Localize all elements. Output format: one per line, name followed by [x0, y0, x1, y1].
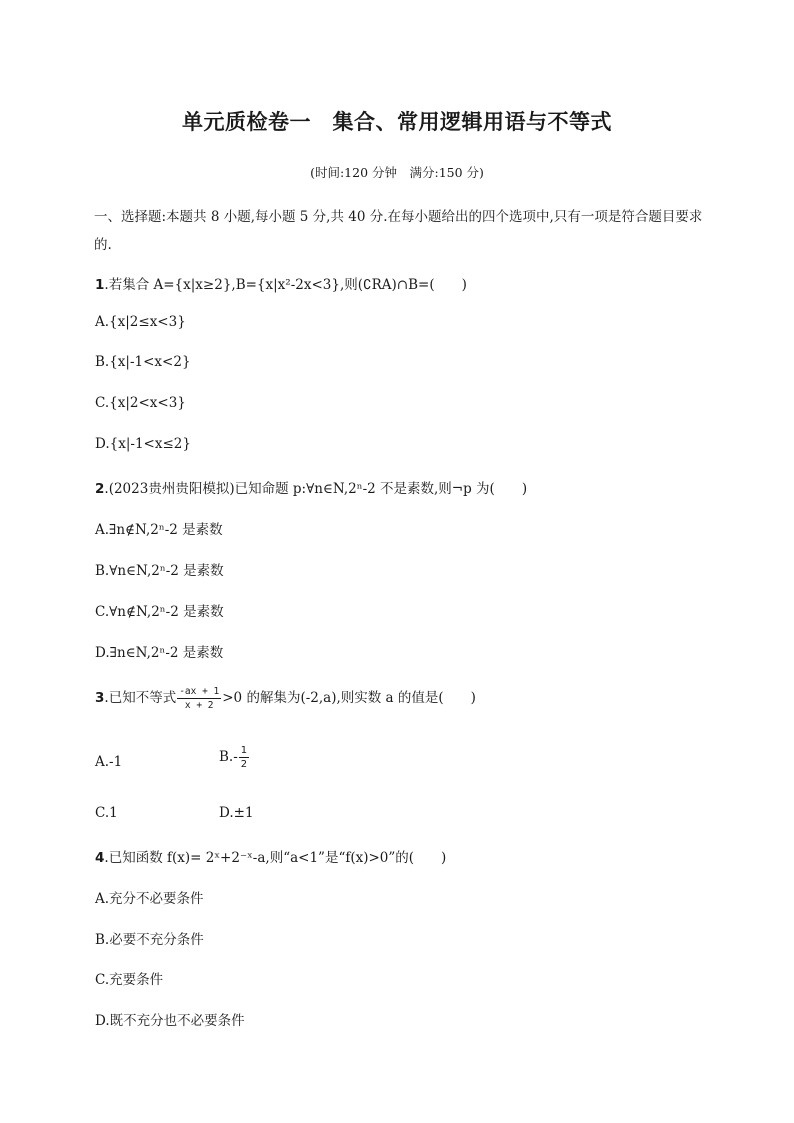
question-3-option-a: A.-1: [95, 754, 123, 770]
question-3-fraction: [177, 686, 221, 711]
section-instructions: 一、选择题:本题共 8 小题,每小题 5 分,共 40 分.在每小题给出的四个选项中,只有一项是符合题目要求的.: [94, 209, 703, 253]
question-2-number: 2: [95, 481, 105, 497]
option-b-denominator: 2: [240, 759, 248, 770]
question-1-stem: .若集合 A={x|x≥2},B={x|x²-2x<3},则(∁RA)∩B=( ): [104, 277, 467, 293]
question-3-stem-start: .已知不等式: [104, 690, 177, 706]
question-1-option-a: A.{x|2≤x<3}: [95, 314, 186, 330]
question-4: [95, 846, 446, 866]
question-2-option-c: C.∀n∉N,2ⁿ-2 是素数: [95, 604, 224, 620]
question-3-number: 3: [95, 690, 105, 706]
question-3-option-d: D.±1: [219, 805, 254, 821]
fraction-numerator: -ax + 1: [179, 686, 220, 697]
question-3-stem-end: >0 的解集为(-2,a),则实数 a 的值是( ): [222, 690, 476, 706]
question-1: [95, 273, 467, 293]
question-2-stem: .(2023贵州贵阳模拟)已知命题 p:∀n∈N,2ⁿ-2 不是素数,则¬p 为( ): [104, 481, 528, 497]
question-4-option-b: B.必要不充分条件: [95, 932, 204, 948]
page-title: 单元质检卷一 集合、常用逻辑用语与不等式: [182, 110, 612, 134]
question-4-option-a: A.充分不必要条件: [95, 891, 204, 907]
question-1-number: 1: [95, 277, 105, 293]
question-4-option-c: C.充要条件: [95, 972, 164, 988]
option-b-prefix: B.-: [219, 749, 238, 765]
question-4-number: 4: [95, 850, 105, 866]
option-b-numerator: 1: [240, 745, 248, 756]
question-3-option-c: C.1: [95, 805, 118, 821]
question-3-option-b: [219, 745, 250, 770]
fraction-denominator: x + 2: [184, 700, 214, 711]
question-4-stem: .已知函数 f(x)= 2ˣ+2⁻ˣ-a,则“a<1”是“f(x)>0”的( ): [104, 850, 447, 866]
option-b-fraction: [239, 745, 249, 770]
exam-time-score: (时间:120 分钟 满分:150 分): [310, 165, 484, 180]
question-2: [95, 477, 527, 497]
question-3: [95, 686, 476, 711]
question-2-option-a: A.∃n∉N,2ⁿ-2 是素数: [95, 522, 223, 538]
question-1-option-d: D.{x|-1<x≤2}: [95, 436, 191, 452]
question-4-option-d: D.既不充分也不必要条件: [95, 1013, 245, 1029]
question-2-option-b: B.∀n∈N,2ⁿ-2 是素数: [95, 563, 224, 579]
question-1-option-c: C.{x|2<x<3}: [95, 395, 186, 411]
question-1-option-b: B.{x|-1<x<2}: [95, 354, 191, 370]
question-2-option-d: D.∃n∈N,2ⁿ-2 是素数: [95, 645, 224, 661]
